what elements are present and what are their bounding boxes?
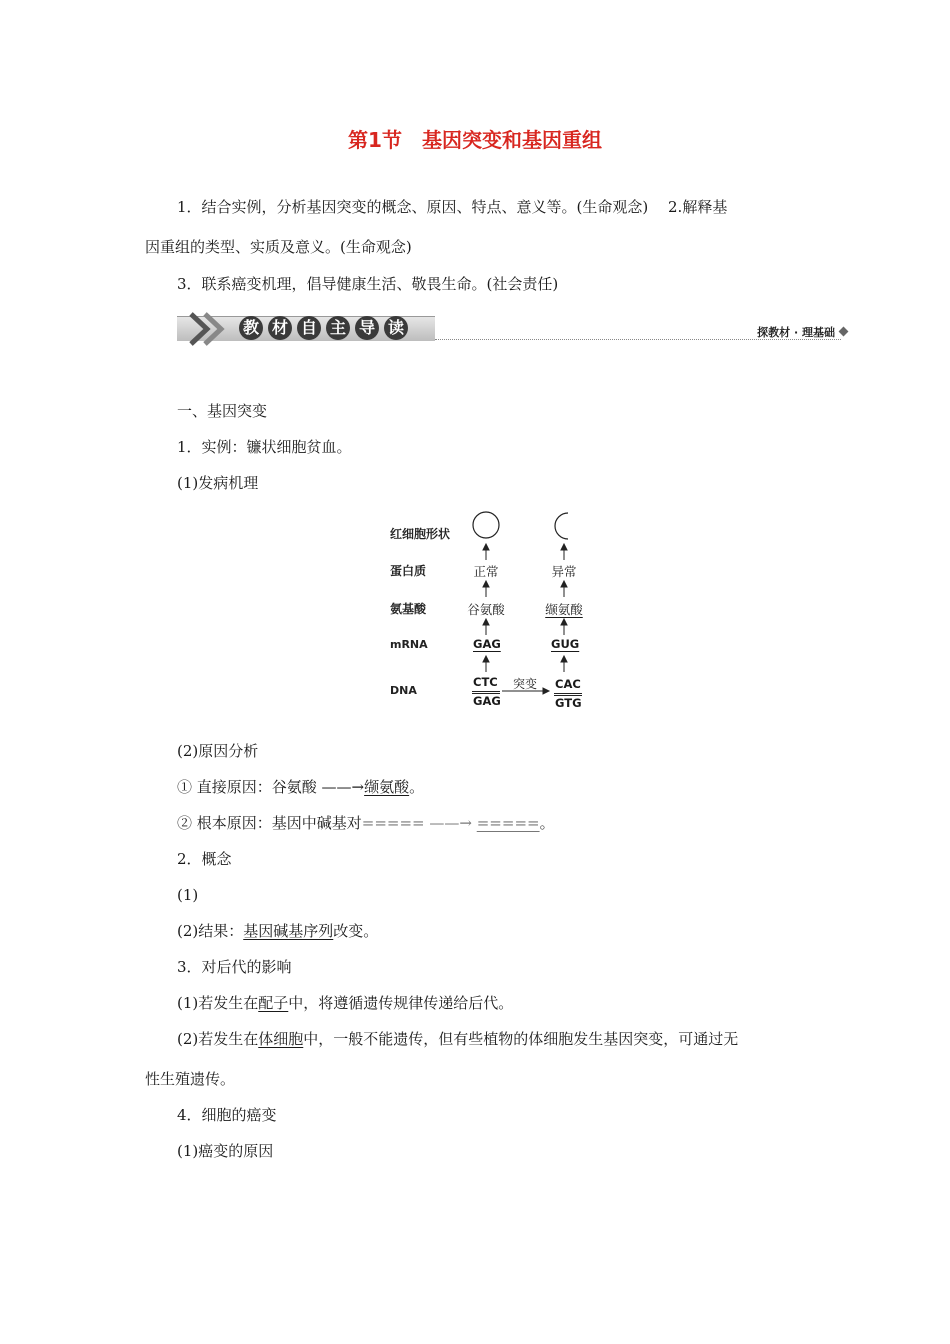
banner-char: 主 bbox=[326, 316, 350, 340]
effect-2-continued: 性生殖遗传。 bbox=[145, 1070, 236, 1088]
effect-2-answer: 体细胞 bbox=[258, 1030, 304, 1048]
effect-1-prefix: (1)若发生在 bbox=[177, 994, 259, 1012]
row-label: DNA bbox=[390, 684, 417, 697]
banner-char: 材 bbox=[268, 316, 292, 340]
abnormal-protein: 异常 bbox=[551, 564, 577, 579]
banner-char: 自 bbox=[297, 316, 321, 340]
banner-char: 教 bbox=[239, 316, 263, 340]
normal-mrna: GAG bbox=[473, 637, 501, 651]
normal-amino-acid: 谷氨酸 bbox=[467, 602, 505, 617]
item-2: 2．概念 bbox=[177, 850, 232, 868]
item-1: 1．实例：镰状细胞贫血。 bbox=[177, 438, 352, 456]
concept-2-answer: 基因碱基序列 bbox=[243, 922, 334, 940]
row-label: 红细胞形状 bbox=[390, 527, 451, 541]
cancer-cause: (1)癌变的原因 bbox=[177, 1142, 274, 1160]
normal-dna-top: CTC bbox=[473, 675, 498, 689]
effect-2-suffix: 中，一般不能遗传，但有些植物的体细胞发生基因突变，可通过无 bbox=[303, 1030, 739, 1048]
dna-strand-line bbox=[554, 693, 582, 694]
mechanism-diagram bbox=[385, 505, 605, 715]
banner-subtitle: 探教材 · 理基础 bbox=[757, 326, 835, 339]
double-chevron-icon bbox=[187, 312, 233, 346]
section-heading: 一、基因突变 bbox=[177, 402, 268, 420]
banner-char: 导 bbox=[355, 316, 379, 340]
normal-dna-bottom: GAG bbox=[473, 694, 501, 708]
row-label: mRNA bbox=[390, 638, 428, 651]
objective-line-1: 1．结合实例，分析基因突变的概念、原因、特点、意义等。(生命观念) 2.解释基 bbox=[177, 198, 728, 216]
page-title: 第1节 基因突变和基因重组 bbox=[348, 128, 602, 152]
objective-line-2: 因重组的类型、实质及意义。(生命观念) bbox=[145, 238, 412, 256]
direct-cause-answer: 缬氨酸 bbox=[364, 778, 410, 796]
dna-strand-line bbox=[472, 691, 500, 692]
root-cause-prefix: ② 根本原因：基因中碱基对 bbox=[177, 814, 362, 832]
effect-1-answer: 配子 bbox=[258, 994, 289, 1012]
item-3: 3．对后代的影响 bbox=[177, 958, 292, 976]
normal-protein: 正常 bbox=[473, 564, 499, 579]
root-cause-mid: ===== ——→ bbox=[361, 814, 477, 832]
diamond-icon bbox=[839, 327, 849, 337]
abnormal-dna-top: CAC bbox=[555, 677, 581, 691]
root-cause bbox=[177, 813, 555, 833]
abnormal-mrna: GUG bbox=[551, 637, 580, 651]
effect-1 bbox=[177, 993, 513, 1013]
mutation-label: 突变 bbox=[512, 677, 537, 691]
row-label: 蛋白质 bbox=[390, 564, 427, 578]
concept-2-prefix: (2)结果： bbox=[177, 922, 244, 940]
direct-cause-suffix: 。 bbox=[409, 778, 425, 796]
direct-cause bbox=[177, 777, 424, 797]
concept-1: (1) bbox=[177, 886, 199, 904]
effect-1-suffix: 中，将遵循遗传规律传递给后代。 bbox=[288, 994, 514, 1012]
effect-2 bbox=[177, 1029, 738, 1049]
root-cause-end: ===== bbox=[476, 814, 540, 832]
direct-cause-prefix: ① 直接原因：谷氨酸 ——→ bbox=[177, 778, 365, 796]
item-4: 4．细胞的癌变 bbox=[177, 1106, 277, 1124]
abnormal-dna-bottom: GTG bbox=[555, 696, 582, 710]
row-label: 氨基酸 bbox=[390, 602, 427, 616]
abnormal-amino-acid: 缬氨酸 bbox=[545, 602, 583, 617]
sub-item-2: (2)原因分析 bbox=[177, 742, 259, 760]
objective-line-3: 3．联系癌变机理，倡导健康生活、敬畏生命。(社会责任) bbox=[177, 275, 559, 293]
concept-2-suffix: 改变。 bbox=[333, 922, 379, 940]
effect-2-prefix: (2)若发生在 bbox=[177, 1030, 259, 1048]
root-cause-suffix: 。 bbox=[539, 814, 555, 832]
sub-item-1: (1)发病机理 bbox=[177, 474, 259, 492]
concept-2 bbox=[177, 921, 378, 941]
section-banner bbox=[177, 312, 849, 348]
banner-char: 读 bbox=[384, 316, 408, 340]
